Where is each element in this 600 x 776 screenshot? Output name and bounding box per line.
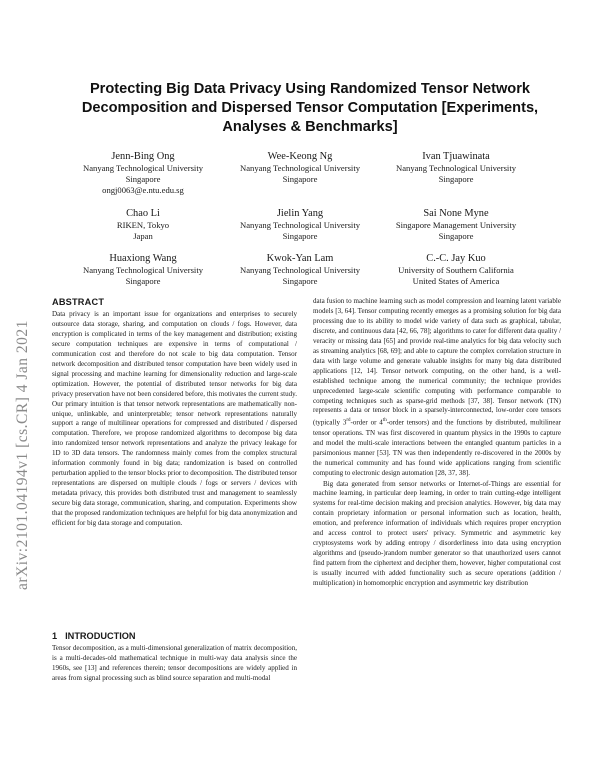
paper-title: Protecting Big Data Privacy Using Randomized Tensor Network Decomposition and Dispersed Tensor Computation [Experiments, Analyses & Benchmarks] xyxy=(81,81,539,135)
author-affiliation: Nanyang Technological University xyxy=(240,163,360,173)
author-affiliation: Nanyang Technological University xyxy=(396,163,516,173)
author-location: Singapore xyxy=(125,276,161,286)
author-affiliation: Nanyang Technological University xyxy=(83,163,203,173)
right-column xyxy=(313,297,561,589)
author-name: Chao Li xyxy=(126,208,160,219)
author-location: Japan xyxy=(133,231,153,241)
author-affiliation: University of Southern California xyxy=(398,265,514,275)
author-location: Singapore xyxy=(125,174,161,184)
author-location: Singapore xyxy=(282,231,318,241)
author-location: Singapore xyxy=(438,174,474,184)
author-affiliation: RIKEN, Tokyo xyxy=(116,220,170,230)
author-email: ongj0063@e.ntu.edu.sg xyxy=(102,185,184,195)
author-affiliation: Nanyang Technological University xyxy=(240,265,360,275)
author-affiliation: Nanyang Technological University xyxy=(83,265,203,275)
author-affiliation: Nanyang Technological University xyxy=(240,220,360,230)
paragraph-text: data fusion to machine learning such as model compression and learning latent variable models [3, 64]. Tensor computing recently emerges as a promising solution for big data processing due to its ability to model wide variety of data such as graphical, tabular, discrete, and continuous data [42, 66, 78]; algorithms to cater for different data quality / veracity or missing data [65] and provide real-time analytics for big data velocity such as streaming analytics [68, 69]; and able to capture the complex correlation structure in data with large volume and generate valuable insights for many big data distributed applications [12, 14]. Tensor network computing, on the other hand, is a well-established technique among the numerical community; the technique provides unprecedented large-scale scientific computing with performance comparable to competing techniques such as sparse-grid methods [37, 38]. Tensor network (TN) represents a data or tensor block in a sparsely-interconnected, low-order core tensors (typically 3 xyxy=(313,297,561,427)
author-location: Singapore xyxy=(282,174,318,184)
author-block xyxy=(361,252,551,287)
author-name: Sai None Myne xyxy=(423,208,489,219)
author-name: Kwok-Yan Lam xyxy=(266,253,334,264)
superscript: th xyxy=(382,418,387,424)
section-title: INTRODUCTION xyxy=(65,631,136,641)
superscript: rd xyxy=(346,418,351,424)
author-name: Wee-Keong Ng xyxy=(267,151,333,162)
paragraph-text: -order or 4 xyxy=(350,418,383,427)
intro-paragraph: Tensor decomposition, as a multi-dimensional generalization of matrix decomposition, is a multi-decades-old mathematical technique in multi-way data analysis since the 1960s, see [13] and references therein; tensor decompositions are widely applied in areas from signal processing such as blind source separation and multi-modal xyxy=(52,644,297,682)
abstract-text: Data privacy is an important issue for organizations and enterprises to securely outsource data storage, sharing, and computation on clouds / fogs. However, data encryption is complicated in terms of the key management and distribution; existing secure computation techniques are expensive in terms of computational / communication cost and therefore do not scale to big data computation. Tensor network decomposition and distributed tensor computation have been widely used in signal processing and machine learning for dimensionality reduction and large-scale optimization. However, the potential of distributed tensor networks for big data privacy preservation have not been considered before, this motivates the current study. Our primary intuition is that tensor network representations are mathematically non-unique, unlinkable, and uninterpretable; tensor network representations naturally support a range of multilinear operations for compressed and distributed / dispersed computation. Therefore, we propose randomized algorithms to decompose big data into randomized tensor network representations and analyze the privacy leakage for 1D to 3D data tensors. The randomness mainly comes from the complex structural information commonly found in big data; randomization is based on controlled perturbation applied to the tensor blocks prior to decomposition. The distributed tensor representations are dispersed on multiple clouds / fogs or servers / devices with metadata privacy, this provides both distributed trust and management to seamlessly secure big data storage, communication, sharing, and computation. Experiments show that the proposed randomization techniques are helpful for big data anonymization and efficient for big data storage and computation. xyxy=(52,310,297,528)
author-location: United States of America xyxy=(412,276,500,286)
author-name: Huaxiong Wang xyxy=(109,253,177,264)
author-block xyxy=(361,207,551,242)
author-location: Singapore xyxy=(438,231,474,241)
arxiv-identifier: arXiv:2101.04194v1 [cs.CR] 4 Jan 2021 xyxy=(14,320,31,590)
author-affiliation: Singapore Management University xyxy=(395,220,517,230)
author-block xyxy=(361,150,551,185)
author-name: Jielin Yang xyxy=(276,208,324,219)
author-name: Ivan Tjuawinata xyxy=(422,151,490,162)
section-heading xyxy=(52,631,136,641)
body-paragraph: Big data generated from sensor networks or Internet-of-Things are essential for machine learning, in particular deep learning, in order to train cutting-edge intelligent systems for real-time decision making and precision analytics. However, big data may contain proprietary information or personal information such as location, health, emotion, and preference information of individuals which requires proper encryption and access control to protect users' privacy. Symmetric and asymmetric key cryptosystems work by adding entropy / disorderliness into data using encryption algorithms and (pseudo-)random number generator so that unauthorized users cannot find pattern from the ciphertext and decipher them, however, higher computational cost is usually incurred with added functionality such as secure operations (addition / multiplication) in homomorphic encryption and asymmetric key distribution xyxy=(313,479,561,588)
author-location: Singapore xyxy=(282,276,318,286)
paragraph-text: -order tensors) and the functions by distributed, multilinear tensor operations. TN was first discovered in quantum physics in the 1990s to capture and model the multi-scale interactions between the entangled quantum particles in a parsimonious manner [53]. TN was then independently re-discovered in the 2000s by the numerical community and has found wide applications ranging from scientific computing to electronic design automation [28, 37, 38]. xyxy=(313,418,561,477)
author-name: Jenn-Bing Ong xyxy=(111,151,175,162)
body-paragraph xyxy=(313,297,561,479)
section-number: 1 xyxy=(52,631,58,641)
abstract-heading: ABSTRACT xyxy=(52,297,105,307)
author-name: C.-C. Jay Kuo xyxy=(426,253,486,264)
